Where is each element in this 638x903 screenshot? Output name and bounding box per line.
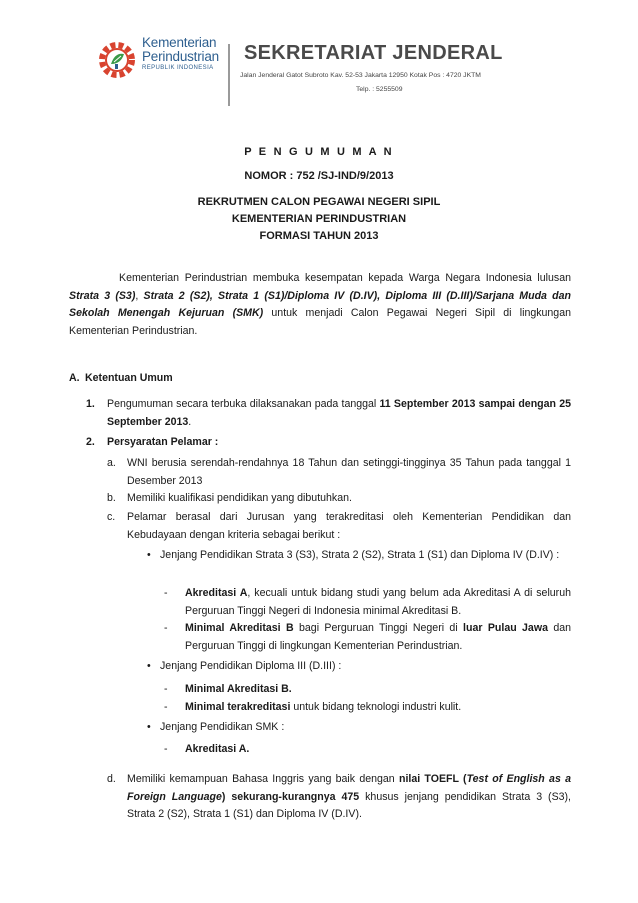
sub-item-d-text-1: Memiliki kemampuan Bahasa Inggris yang baik dengan (127, 773, 399, 785)
bullet-icon: • (147, 721, 151, 733)
announcement-title-line-3: FORMASI TAHUN 2013 (259, 230, 379, 242)
intro-text-1: Kementerian Perindustrian membuka kesempatan kepada Warga Negara Indonesia lulusan (119, 272, 571, 284)
brand-name (142, 36, 219, 71)
dash-item-2 (164, 620, 571, 655)
announcement-title-line-1: REKRUTMEN CALON PEGAWAI NEGERI SIPIL (197, 196, 441, 208)
org-address: Jalan Jenderal Gatot Subroto Kav. 52-53 Jakarta 12950 Kotak Pos : 4720 JKTM (240, 72, 481, 79)
dash-item-5 (164, 741, 571, 759)
dash-item-3 (164, 681, 571, 699)
sub-item-b-letter: b. (107, 492, 116, 504)
dash-item-2-text-2: dan Perguruan Tinggi di lingkungan Kementerian Perindustrian. (185, 622, 572, 652)
list-item-1-number: 1. (86, 398, 95, 410)
sub-item-c-text: Pelamar berasal dari Jurusan yang terakreditasi oleh Kementerian Pendidikan dan Kebudayaan dengan kriteria sebagai berikut : (127, 511, 571, 541)
bullet-item-1 (147, 547, 571, 565)
bullet-item-1-text: Jenjang Pendidikan Strata 3 (S3), Strata 2 (S2), Strata 1 (S1) dan Diploma IV (D.IV) : (160, 549, 560, 561)
dash-item-4-bold: Minimal terakreditasi (185, 701, 291, 713)
list-item-1-end: . (188, 415, 192, 428)
list-item-1-text: Pengumuman secara terbuka dilaksanakan pada tanggal (107, 398, 380, 410)
list-item-1-dates: 11 September 2013 sampai dengan 25 September 2013 (107, 398, 571, 428)
dash-icon: - (164, 701, 168, 713)
sub-item-d-letter: d. (107, 773, 116, 785)
sub-item-c-letter: c. (107, 511, 116, 523)
bullet-icon: • (147, 549, 151, 561)
intro-bold-2: Strata 2 (S2), Strata 1 (S1)/Diploma IV (D.IV), Diploma III (D.III)/Sarjana Muda dan Sekolah Menengah Kejuruan (SMK) (69, 289, 571, 319)
bullet-item-2-text: Jenjang Pendidikan Diploma III (D.III) : (160, 660, 342, 672)
list-item-2-title: Persyaratan Pelamar : (107, 436, 219, 448)
intro-bold-1: Strata 3 (S3) (69, 289, 136, 302)
dash-item-2-text-1: bagi Perguruan Tinggi Negeri di (293, 622, 464, 634)
brand-line-2: Perindustrian (142, 49, 219, 64)
sub-item-d (107, 771, 571, 824)
letterhead-divider (228, 44, 230, 106)
dash-item-2-bold-2: luar Pulau Jawa (463, 622, 548, 634)
bullet-item-2 (147, 658, 571, 676)
gear-logo-icon (96, 38, 138, 82)
sub-item-d-toefl-expansion: Test of English as a Foreign Language (127, 773, 571, 803)
org-phone: Telp. : 5255509 (356, 86, 403, 93)
bullet-icon: • (147, 660, 151, 672)
intro-text-3: untuk menjadi Calon Pegawai Negeri Sipil di lingkungan Kementerian Perindustrian. (69, 307, 571, 337)
dash-item-1-bold: Akreditasi A (185, 587, 248, 599)
list-item-2 (86, 434, 571, 452)
dash-item-1 (164, 585, 571, 620)
dash-icon: - (164, 587, 168, 599)
dash-item-4 (164, 699, 571, 717)
section-a-label: A. (69, 372, 80, 384)
announcement-title-line-2: KEMENTERIAN PERINDUSTRIAN (231, 213, 407, 225)
dash-item-2-bold-1: Minimal Akreditasi B (185, 622, 294, 634)
sub-item-d-bold-2: ) sekurang-kurangnya 475 (221, 790, 360, 803)
org-title: SEKRETARIAT JENDERAL (244, 42, 503, 64)
dash-item-3-bold: Minimal Akreditasi B. (185, 683, 292, 695)
sub-item-a-letter: a. (107, 457, 116, 469)
dash-icon: - (164, 622, 168, 634)
sub-item-b (107, 490, 571, 508)
bullet-item-3 (147, 719, 571, 737)
sub-item-d-text-2: khusus jenjang pendidikan Strata 3 (S3), Strata 2 (S2), Strata 1 (S1) dan Diploma IV (D.IV). (127, 790, 572, 820)
section-a-title: Ketentuan Umum (85, 372, 173, 384)
announcement-number: NOMOR : 752 /SJ-IND/9/2013 (244, 170, 394, 182)
list-item-2-number: 2. (86, 436, 95, 448)
dash-icon: - (164, 743, 168, 755)
letterhead (0, 0, 638, 110)
sub-item-c (107, 509, 571, 544)
dash-item-5-bold: Akreditasi A. (185, 743, 250, 755)
sub-item-a (107, 455, 571, 490)
intro-text-2: , (135, 289, 144, 302)
list-item-1 (86, 396, 571, 431)
brand-line-1: Kementerian (142, 35, 217, 50)
section-a-heading (69, 370, 173, 388)
sub-item-b-text: Memiliki kualifikasi pendidikan yang dibutuhkan. (127, 492, 352, 504)
dash-item-4-text: untuk bidang teknologi industri kulit. (290, 701, 462, 713)
sub-item-a-text: WNI berusia serendah-rendahnya 18 Tahun dan setinggi-tingginya 35 Tahun pada tanggal 1 Desember 2013 (127, 457, 571, 487)
announcement-heading: P E N G U M U M A N (244, 146, 394, 158)
intro-paragraph (69, 270, 571, 340)
bullet-item-3-text: Jenjang Pendidikan SMK : (160, 721, 285, 733)
dash-item-1-text: , kecuali untuk bidang studi yang belum ada Akreditasi A di seluruh Perguruan Tinggi Negeri di Indonesia minimal Akreditasi B. (185, 587, 571, 617)
dash-icon: - (164, 683, 168, 695)
brand-subtitle: REPUBLIK INDONESIA (142, 65, 214, 71)
sub-item-d-bold-1: nilai TOEFL ( (398, 773, 467, 785)
